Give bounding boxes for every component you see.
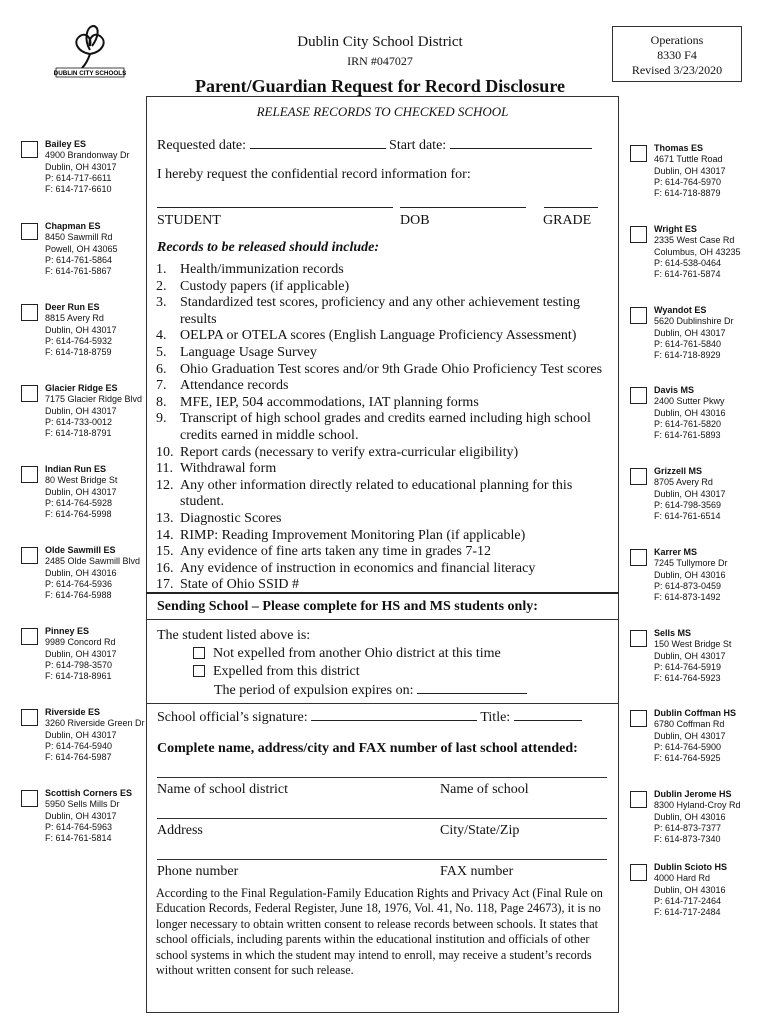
school-address: 3260 Riverside Green Dr — [45, 718, 145, 729]
school-fax: F: 614-761-5893 — [654, 430, 721, 441]
student-label: STUDENT — [157, 213, 221, 228]
school-fax: F: 614-764-5988 — [45, 590, 112, 601]
record-text: Standardized test scores, proficiency and any other achievement testing — [180, 295, 581, 311]
not-expelled-checkbox[interactable] — [193, 647, 205, 659]
school-checkbox[interactable] — [630, 791, 647, 808]
school-checkbox[interactable] — [21, 385, 38, 402]
not-expelled-row — [193, 645, 501, 662]
sending-school-title: Sending School – Please complete for HS and MS students only: — [157, 599, 538, 614]
school-phone: P: 614-798-3569 — [654, 499, 722, 510]
school-entry — [45, 221, 160, 277]
school-phone: P: 614-761-5820 — [654, 418, 722, 429]
title-label: Title: — [480, 710, 511, 725]
record-text: credits earned in middle school. — [180, 427, 359, 443]
school-name: Dublin Coffman HS — [654, 708, 736, 718]
record-number: 9. — [156, 411, 167, 427]
school-checkbox[interactable] — [21, 223, 38, 240]
school-phone: P: 614-764-5900 — [654, 741, 722, 752]
record-item — [156, 345, 606, 362]
signature-row — [157, 708, 582, 726]
record-number: 7. — [156, 378, 167, 394]
school-name: Riverside ES — [45, 707, 101, 717]
school-name: Grizzell MS — [654, 466, 703, 476]
school-name: Dublin Jerome HS — [654, 789, 732, 799]
record-number: 13. — [156, 510, 174, 526]
school-fax: F: 614-873-7340 — [654, 834, 721, 845]
requested-date-field[interactable] — [250, 136, 386, 149]
school-fax: F: 614-761-5874 — [654, 269, 721, 280]
student-listed-label: The student listed above is: — [157, 628, 311, 643]
record-number: 11. — [156, 461, 173, 477]
school-fax: F: 614-718-8879 — [654, 188, 721, 199]
start-date-field[interactable] — [450, 136, 592, 149]
school-city: Dublin, OH 43016 — [654, 884, 726, 895]
school-address: 7175 Glacier Ridge Blvd — [45, 394, 143, 405]
school-name: Glacier Ridge ES — [45, 383, 118, 393]
record-number: 16. — [156, 560, 174, 576]
school-phone: P: 614-873-7377 — [654, 822, 722, 833]
requested-date-label: Requested date: — [157, 138, 247, 153]
school-fax: F: 614-718-8759 — [45, 347, 112, 358]
school-city: Dublin, OH 43016 — [45, 567, 117, 578]
record-text: MFE, IEP, 504 accommodations, IAT planning forms — [180, 394, 479, 410]
school-checkbox[interactable] — [630, 226, 647, 243]
school-entry — [654, 789, 769, 845]
school-phone: P: 614-764-5940 — [45, 740, 113, 751]
school-address: 4671 Tuttle Road — [654, 154, 723, 165]
grade-field[interactable] — [544, 207, 598, 208]
school-phone: P: 614-798-3570 — [45, 659, 113, 670]
school-name: Wyandot ES — [654, 305, 707, 315]
record-item — [156, 511, 606, 528]
start-date-label: Start date: — [389, 138, 447, 153]
school-checkbox[interactable] — [630, 307, 647, 324]
school-phone: P: 614-764-5963 — [45, 821, 113, 832]
school-fax: F: 614-717-6610 — [45, 184, 112, 195]
school-phone: P: 614-538-0464 — [654, 257, 722, 268]
record-text: Withdrawal form — [180, 461, 277, 477]
record-text: State of Ohio SSID # — [180, 577, 299, 593]
record-text: results — [180, 311, 217, 327]
school-entry — [654, 143, 769, 199]
school-address: 9989 Concord Rd — [45, 637, 116, 648]
record-number — [156, 494, 180, 511]
ops-line-1: Operations — [650, 33, 704, 47]
record-text: Health/immunization records — [180, 262, 344, 277]
school-name: Scottish Corners ES — [45, 788, 133, 798]
dob-label: DOB — [400, 213, 430, 228]
school-fax: F: 614-717-2484 — [654, 907, 721, 918]
title-field[interactable] — [514, 708, 582, 721]
school-fax: F: 614-761-6514 — [654, 511, 721, 522]
city-label: City/State/Zip — [440, 823, 520, 838]
school-phone: P: 614-761-5864 — [45, 254, 113, 265]
phone-line[interactable] — [157, 859, 607, 860]
school-address: 80 West Bridge St — [45, 475, 118, 486]
school-phone: P: 614-873-0459 — [654, 580, 722, 591]
record-item — [156, 478, 606, 495]
record-item — [156, 378, 606, 395]
school-name: Indian Run ES — [45, 464, 107, 474]
school-entry — [45, 383, 160, 439]
school-checkbox[interactable] — [630, 630, 647, 647]
release-title: RELEASE RECORDS TO CHECKED SCHOOL — [256, 104, 509, 119]
school-address: 2400 Sutter Pkwy — [654, 396, 725, 407]
grade-label: GRADE — [543, 213, 592, 228]
last-school-title: Complete name, address/city and FAX number of last school attended: — [157, 741, 578, 756]
record-number: 17. — [156, 577, 174, 593]
school-city: Dublin, OH 43016 — [654, 407, 726, 418]
school-entry — [654, 466, 769, 522]
district-name: Dublin City School District — [297, 34, 463, 50]
phone-label: Phone number — [157, 864, 239, 879]
record-text: student. — [180, 494, 224, 510]
school-entry — [45, 545, 160, 601]
school-city: Dublin, OH 43017 — [45, 405, 117, 416]
page-title: Parent/Guardian Request for Record Disclosure — [195, 76, 565, 96]
record-item — [156, 395, 606, 412]
school-address: 7245 Tullymore Dr — [654, 558, 728, 569]
school-phone: P: 614-733-0012 — [45, 416, 113, 427]
school-phone: P: 614-764-5919 — [654, 661, 722, 672]
school-city: Dublin, OH 43017 — [45, 648, 117, 659]
expelled-row — [193, 663, 360, 680]
school-city: Dublin, OH 43016 — [654, 811, 726, 822]
school-name: Karrer MS — [654, 547, 698, 557]
requested-date-row — [157, 136, 592, 154]
record-number — [156, 312, 180, 329]
record-item — [156, 411, 606, 428]
fax-label: FAX number — [440, 864, 514, 879]
district-school-line[interactable] — [157, 777, 607, 778]
record-text: OELPA or OTELA scores (English Language Proficiency Assessment) — [180, 328, 577, 344]
school-name: Sells MS — [654, 628, 692, 638]
school-city: Dublin, OH 43017 — [45, 161, 117, 172]
school-entry — [654, 305, 769, 361]
ops-line-3: Revised 3/23/2020 — [631, 63, 723, 77]
record-item — [156, 279, 606, 296]
record-text: Any evidence of fine arts taken any time in grades 7-12 — [180, 544, 492, 560]
school-fax: F: 614-764-5998 — [45, 509, 112, 520]
student-field[interactable] — [157, 207, 393, 208]
signature-field[interactable] — [311, 708, 477, 721]
record-item — [156, 362, 606, 379]
school-name: Thomas ES — [654, 143, 704, 153]
school-entry — [45, 626, 160, 682]
school-name: Davis MS — [654, 385, 695, 395]
school-checkbox[interactable] — [630, 468, 647, 485]
expulsion-period-label: The period of expulsion expires on: — [214, 683, 414, 698]
school-name: Pinney ES — [45, 626, 90, 636]
record-number: 2. — [156, 278, 167, 294]
record-number: 8. — [156, 394, 167, 410]
school-address: 6780 Coffman Rd — [654, 719, 725, 730]
school-phone: P: 614-764-5932 — [45, 335, 113, 346]
school-fax: F: 614-761-5814 — [45, 833, 112, 844]
record-number: 1. — [156, 262, 167, 277]
record-item — [156, 312, 606, 329]
records-title: Records to be released should include: — [157, 240, 380, 255]
dob-field[interactable] — [400, 207, 526, 208]
school-city: Dublin, OH 43017 — [45, 486, 117, 497]
legal-text: According to the Final Regulation-Family Education Rights and Privacy Act (Final Rule on Education Records, Federal Register, June 18, 1976, Vol. 41, No. 118, Page 24673), it is no longer necessary to obtain written consent to release records between schools. It states that school officials, including parents within the educational institution and officials of other school systems in which the student may intend to enroll, may receive a student’s records without written consent for such release. — [156, 886, 603, 978]
school-entry — [654, 708, 769, 764]
school-fax: F: 614-764-5923 — [654, 673, 721, 684]
irn-number: IRN #047027 — [347, 54, 413, 68]
record-item — [156, 461, 606, 478]
record-text: Diagnostic Scores — [180, 510, 282, 526]
header — [170, 33, 590, 97]
school-address: 4900 Brandonway Dr — [45, 150, 130, 161]
school-address: 2335 West Case Rd — [654, 235, 735, 246]
record-number: 15. — [156, 544, 174, 560]
school-city: Dublin, OH 43017 — [654, 650, 726, 661]
school-address: 8815 Avery Rd — [45, 313, 104, 324]
record-number: 4. — [156, 328, 167, 344]
school-entry — [654, 862, 769, 918]
logo-text: DUBLIN CITY SCHOOLS — [53, 70, 127, 77]
school-checkbox[interactable] — [21, 709, 38, 726]
record-text: RIMP: Reading Improvement Monitoring Plan (if applicable) — [180, 527, 526, 543]
district-logo — [50, 16, 130, 86]
school-city: Dublin, OH 43017 — [654, 730, 726, 741]
school-name: Bailey ES — [45, 139, 87, 149]
school-entry — [45, 139, 160, 195]
school-address: 8705 Avery Rd — [654, 477, 713, 488]
record-number — [156, 428, 180, 445]
school-entry — [654, 628, 769, 684]
school-checkbox[interactable] — [21, 466, 38, 483]
school-checkbox[interactable] — [21, 628, 38, 645]
school-checkbox[interactable] — [21, 304, 38, 321]
school-fax: F: 614-718-8961 — [45, 671, 112, 682]
school-fax: F: 614-764-5987 — [45, 752, 112, 763]
school-phone: P: 614-761-5840 — [654, 338, 722, 349]
district-name-label: Name of school district — [157, 782, 289, 797]
school-entry — [45, 788, 160, 844]
expulsion-period-row — [214, 681, 527, 699]
school-phone: P: 614-764-5936 — [45, 578, 113, 589]
school-name: Wright ES — [654, 224, 697, 234]
school-phone: P: 614-764-5928 — [45, 497, 113, 508]
record-item — [156, 295, 606, 312]
school-phone: P: 614-717-6611 — [45, 172, 112, 183]
school-name: Dublin Scioto HS — [654, 862, 727, 872]
record-text: Transcript of high school grades and credits earned including high school — [180, 411, 591, 427]
expelled-checkbox[interactable] — [193, 665, 205, 677]
school-entry — [654, 547, 769, 603]
school-checkbox[interactable] — [21, 547, 38, 564]
expelled-label: Expelled from this district — [213, 664, 360, 679]
school-fax: F: 614-718-8791 — [45, 428, 112, 439]
record-text: Report cards (necessary to verify extra-curricular eligibility) — [180, 444, 519, 460]
operations-box — [612, 26, 742, 82]
school-checkbox[interactable] — [630, 145, 647, 162]
school-name: Olde Sawmill ES — [45, 545, 116, 555]
record-text: Custody papers (if applicable) — [180, 278, 350, 294]
school-phone: P: 614-764-5970 — [654, 176, 722, 187]
school-name: Chapman ES — [45, 221, 101, 231]
school-checkbox[interactable] — [630, 864, 647, 881]
records-list — [156, 262, 606, 594]
record-number: 10. — [156, 444, 174, 460]
school-fax: F: 614-873-1492 — [654, 592, 721, 603]
school-name: Deer Run ES — [45, 302, 100, 312]
school-phone: P: 614-717-2464 — [654, 895, 722, 906]
record-number: 3. — [156, 295, 167, 311]
request-text: I hereby request the confidential record information for: — [157, 167, 471, 182]
record-number: 5. — [156, 344, 167, 360]
school-city: Columbus, OH 43235 — [654, 246, 741, 257]
school-checkbox[interactable] — [630, 387, 647, 404]
school-city: Dublin, OH 43017 — [654, 327, 726, 338]
school-address: 2485 Olde Sawmill Blvd — [45, 556, 141, 567]
school-address: 8450 Sawmill Rd — [45, 232, 113, 243]
school-address: 5620 Dublinshire Dr — [654, 316, 734, 327]
school-fax: F: 614-761-5867 — [45, 266, 112, 277]
school-checkbox[interactable] — [630, 710, 647, 727]
school-address: 8300 Hyland-Croy Rd — [654, 800, 741, 811]
school-city: Dublin, OH 43016 — [654, 569, 726, 580]
address-line[interactable] — [157, 818, 607, 819]
record-item — [156, 494, 606, 511]
school-entry — [45, 707, 160, 763]
school-checkbox[interactable] — [21, 790, 38, 807]
school-checkbox[interactable] — [630, 549, 647, 566]
school-checkbox[interactable] — [21, 141, 38, 158]
address-label: Address — [157, 823, 203, 838]
record-item — [156, 445, 606, 462]
record-item — [156, 428, 606, 445]
record-item — [156, 528, 606, 545]
school-name-label: Name of school — [440, 782, 529, 797]
record-text: Any other information directly related to educational planning for this — [180, 477, 573, 493]
record-number: 6. — [156, 361, 167, 377]
record-text: Attendance records — [180, 378, 289, 394]
school-entry — [45, 302, 160, 358]
record-item — [156, 561, 606, 578]
school-entry — [654, 385, 769, 441]
school-city: Dublin, OH 43017 — [654, 165, 726, 176]
record-text: Language Usage Survey — [180, 344, 317, 360]
school-city: Dublin, OH 43017 — [654, 488, 726, 499]
school-entry — [45, 464, 160, 520]
school-address: 4000 Hard Rd — [654, 873, 711, 884]
record-item — [156, 328, 606, 345]
not-expelled-label: Not expelled from another Ohio district at this time — [213, 646, 501, 661]
record-item — [156, 544, 606, 561]
school-entry — [654, 224, 769, 280]
school-fax: F: 614-718-8929 — [654, 350, 721, 361]
signature-label: School official’s signature: — [157, 710, 308, 725]
school-address: 150 West Bridge St — [654, 639, 732, 650]
record-item — [156, 262, 606, 279]
record-number: 12. — [156, 477, 174, 493]
record-number: 14. — [156, 527, 174, 543]
ops-line-2: 8330 F4 — [657, 48, 697, 62]
record-text: Any evidence of instruction in economics and financial literacy — [180, 560, 536, 576]
school-city: Dublin, OH 43017 — [45, 324, 117, 335]
record-text: Ohio Graduation Test scores and/or 9th Grade Ohio Proficiency Test scores — [180, 361, 603, 377]
school-city: Powell, OH 43065 — [45, 243, 118, 254]
school-address: 5950 Sells Mills Dr — [45, 799, 120, 810]
school-city: Dublin, OH 43017 — [45, 729, 117, 740]
expulsion-date-field[interactable] — [417, 681, 527, 694]
school-city: Dublin, OH 43017 — [45, 810, 117, 821]
school-fax: F: 614-764-5925 — [654, 753, 721, 764]
